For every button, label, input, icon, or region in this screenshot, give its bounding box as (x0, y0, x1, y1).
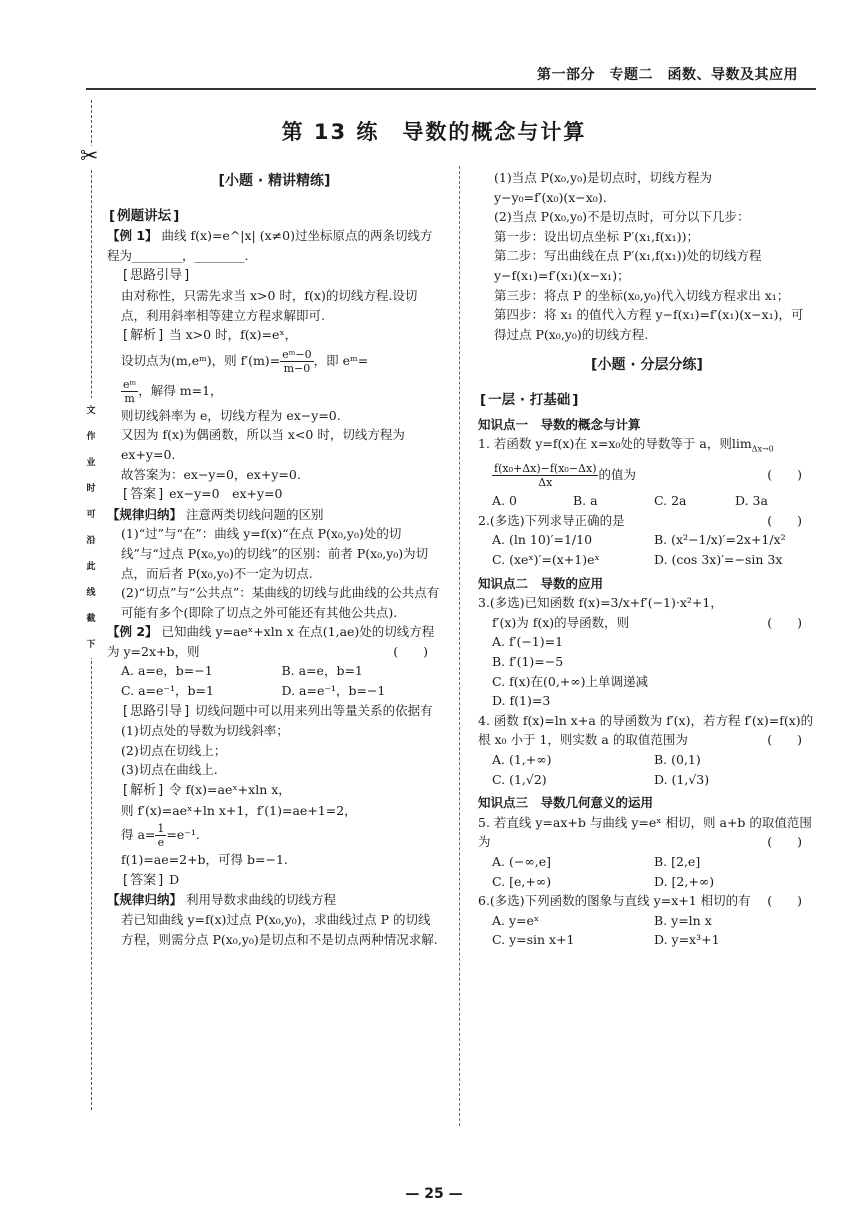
rule-1: 【规律归纳】 注意两类切线问题的区别 (107, 506, 324, 522)
rule-1-point-2: (2)“切点”与“公共点”：某曲线的切线与此曲线的公共点有可能有多个(即除了切点之外可能还有其他公共点). (121, 585, 440, 620)
case-2: (2)当点 P(x₀,y₀)不是切点时，可分以下几步： (494, 209, 750, 225)
analysis-1-line5: 又因为 f(x)为偶函数，所以当 x<0 时，切线方程为 ex+y=0. (121, 427, 405, 462)
hint-1: [ 思路引导 ] (107, 265, 442, 286)
hint-1-text: 由对称性，只需先求当 x>0 时，f(x)的切线方程.设切点，利用斜率相等建立方程求解即可. (121, 287, 418, 323)
option-b: B. y=ln x (654, 912, 712, 928)
hint-2-item: (3)切点在曲线上. (121, 762, 218, 778)
header-rule (86, 88, 816, 90)
option-b: B. f′(1)=−5 (492, 653, 564, 669)
option-d: D. a=e⁻¹，b=−1 (281, 683, 386, 699)
running-head: 第一部分 专题二 函数、导数及其应用 (537, 67, 798, 83)
column-divider (459, 166, 460, 1126)
analysis-2: [ 解析 ] 令 f(x)=aeˣ+xln x， (107, 780, 442, 801)
question-1-options (478, 491, 816, 511)
hint-2: [ 思路引导 ] 切线问题中可以用来列出等量关系的依据有 (107, 701, 442, 722)
option-a: A. 0 (492, 493, 517, 509)
analysis-1: [ 解析 ] 当 x>0 时，f(x)=eˣ， (107, 325, 442, 346)
section-heading: [ 例题讲坛 ] (107, 206, 442, 227)
analysis-2-line4: f(1)=ae=2+b，可得 b=−1. (121, 852, 288, 868)
right-column (478, 168, 816, 950)
example-2-options (107, 661, 442, 700)
rule-2-text: 若已知曲线 y=f(x)过点 P(x₀,y₀)，求曲线过点 P 的切线方程，则需分点 P(x₀,y₀)是切点和不是切点两种情况求解. (121, 912, 438, 947)
option-d: D. y=x³+1 (654, 932, 720, 948)
option-d: D. f(1)=3 (492, 693, 551, 709)
answer-1: [ 答案 ] ex−y=0 ex+y=0 (107, 484, 442, 505)
question-4-options (478, 750, 816, 789)
hint-2-item: (2)切点在切线上； (121, 742, 227, 758)
option-c: C. (xeˣ)′=(x+1)eˣ (492, 552, 600, 567)
option-c: C. (1,√2) (492, 771, 547, 787)
analysis-1-solve: $\frac{\text{eᵐ}}{m}$ ，解得 m=1， (123, 377, 223, 405)
question-5-options (478, 852, 816, 891)
question-6: 6.(多选)下列函数的图象与直线 y=x+1 相切的有 ( ) (478, 893, 802, 909)
analysis-1-line4: 则切线斜率为 e，切线方程为 ex−y=0. (121, 407, 341, 423)
option-a: A. (1,+∞) (492, 751, 552, 767)
answer-2: [ 答案 ] D (107, 870, 442, 891)
step-3: 第三步：将点 P 的坐标(x₀,y₀)代入切线方程求出 x₁； (494, 287, 790, 303)
option-c: C. [e,+∞) (492, 873, 552, 889)
option-a: A. f′(−1)=1 (492, 634, 564, 650)
cut-instruction: 文 作 业 时 可 沿 此 线 截 下 (83, 398, 99, 658)
page-title: 第 13 练 导数的概念与计算 (281, 120, 587, 144)
option-c: C. y=sin x+1 (492, 932, 575, 948)
left-column (107, 168, 442, 949)
question-3: 3.(多选)已知函数 f(x)=3/x+f′(−1)·x²+1， (478, 595, 723, 611)
question-1-expression: $\frac{\text{f(x₀+Δx)−f(x₀−Δx)}}{\Delta x}$ 的值为 ( ) (494, 462, 802, 490)
option-a: A. a=e，b=−1 (121, 663, 213, 679)
analysis-1-line6: 故答案为：ex−y=0，ex+y=0. (121, 466, 301, 482)
option-d: D. 3a (735, 493, 768, 509)
question-5: 5. 若直线 y=ax+b 与曲线 y=eˣ 相切，则 a+b 的取值范围为 ( ) (478, 814, 812, 850)
option-d: D. [2,+∞) (654, 873, 715, 889)
question-3-options (478, 632, 816, 710)
analysis-1-derivative: 设切点为(m,eᵐ)，则 f′(m)= $\frac{\text{eᵐ−0}}{m-0}$ ，即 eᵐ= (121, 347, 369, 375)
section-banner-2: [小题 · 分层分练] (591, 357, 703, 374)
question-3-b: f′(x)为 f(x)的导函数，则 ( ) (492, 614, 802, 630)
rule-1-point-1: (1)“过”与“在”：曲线 y=f(x)“在点 P(x₀,y₀)处的切线”与“过点 P(x₀,y₀)的切线”的区别：前者 P(x₀,y₀)为切点，而后者 P(x₀,y₀)不一定为切点. (121, 526, 429, 581)
option-c: C. 2a (654, 493, 687, 509)
option-b: B. a (573, 493, 598, 509)
option-b: B. (0,1) (654, 751, 701, 767)
step-2: 第二步：写出曲线在点 P′(x₁,f(x₁))处的切线方程 y−f(x₁)=f′(x₁)(x−x₁)； (494, 248, 762, 283)
case-1: (1)当点 P(x₀,y₀)是切点时，切线方程为 (494, 170, 712, 185)
option-b: B. a=e，b=1 (281, 663, 363, 679)
option-a: A. (−∞,e] (492, 853, 551, 869)
step-4: 第四步：将 x₁ 的值代入方程 y−f(x₁)=f′(x₁)(x−x₁)，可得过点 P(x₀,y₀)的切线方程. (494, 307, 804, 342)
knowledge-point-2: 知识点二 导数的应用 (478, 575, 604, 591)
option-d: D. (1,√3) (654, 771, 710, 787)
scissors-icon: ✂ (80, 144, 99, 169)
knowledge-point-3: 知识点三 导数几何意义的运用 (478, 795, 654, 811)
hint-2-item: (1)切点处的导数为切线斜率； (121, 723, 289, 739)
question-4: 4. 函数 f(x)=ln x+a 的导函数为 f′(x)，若方程 f′(x)=f(x)的根 x₀ 小于 1，则实数 a 的取值范围为 ( ) (478, 712, 814, 748)
analysis-2-line2: 则 f′(x)=aeˣ+ln x+1，f′(1)=ae+1=2， (121, 802, 357, 818)
option-b: B. [2,e] (654, 853, 701, 869)
question-6-options (478, 911, 816, 950)
step-1: 第一步：设出切点坐标 P′(x₁,f(x₁))； (494, 228, 699, 244)
example-1: 【例 1】 曲线 f(x)=e^|x| (x≠0)过坐标原点的两条切线方程为________，________. (107, 228, 433, 263)
option-a: A. (ln 10)′=1/10 (492, 532, 593, 548)
question-2-options (478, 530, 816, 569)
question-1: 1. 若函数 y=f(x)在 x=x₀处的导数等于 a，则$\lim_{\Delta x\to 0}$ (478, 436, 774, 454)
option-b: B. (x²−1/x)′=2x+1/x² (654, 532, 786, 548)
knowledge-point-1: 知识点一 导数的概念与计算 (478, 416, 641, 432)
option-a: A. y=eˣ (492, 912, 540, 928)
section-banner: [小题 · 精讲精练] (218, 173, 331, 189)
option-c: C. a=e⁻¹，b=1 (121, 683, 214, 699)
question-2: 2.(多选)下列求导正确的是 ( ) (478, 512, 802, 528)
analysis-2-line3: 得 a= $\frac{1}{e}$ =e⁻¹. (121, 822, 200, 850)
case-1-equation: y−y₀=f′(x₀)(x−x₀). (494, 189, 607, 205)
option-d: D. (cos 3x)′=−sin 3x (654, 552, 783, 567)
level-heading: [ 一层 · 打基础 ] (478, 390, 816, 411)
option-c: C. f(x)在(0,+∞)上单调递减 (492, 673, 649, 689)
page-number: — 25 — (405, 1186, 463, 1202)
example-2: 【例 2】 已知曲线 y=aeˣ+xln x 在点(1,ae)处的切线方程为 y=2x+b，则 ( ) (107, 624, 435, 659)
rule-2: 【规律归纳】 利用导数求曲线的切线方程 (107, 892, 337, 908)
